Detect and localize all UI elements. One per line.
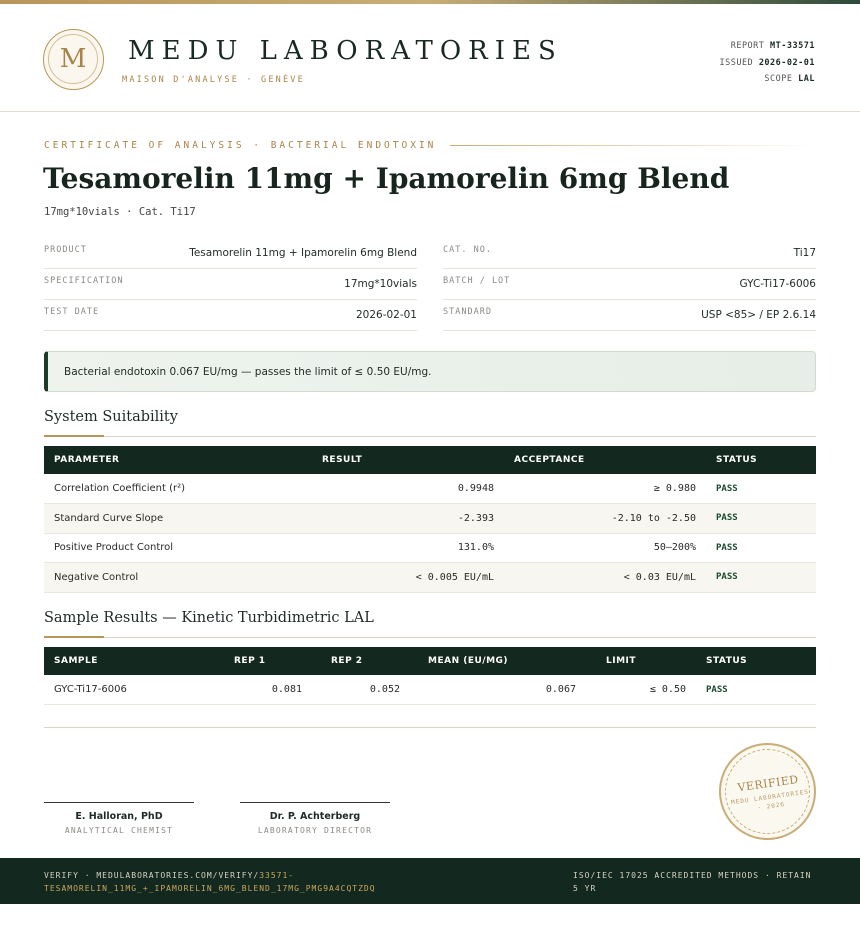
status-badge: PASS	[696, 675, 816, 705]
table-row	[44, 675, 816, 705]
stamp-main-text: VERIFIED	[736, 772, 800, 794]
col-header-sample: SAMPLE	[44, 647, 214, 675]
info-label: SPECIFICATION	[44, 276, 124, 286]
info-value: USP <85> / EP 2.6.14	[701, 309, 816, 321]
signatory-name: Dr. P. Achterberg	[269, 811, 361, 822]
col-header-mean: MEAN (EU/MG)	[410, 647, 586, 675]
table-row	[44, 504, 816, 534]
status-badge: PASS	[706, 533, 816, 563]
col-header-status: STATUS	[706, 446, 816, 474]
info-value: 17mg*10vials	[344, 278, 417, 290]
signature-block	[240, 802, 390, 835]
info-row	[44, 269, 417, 300]
info-row	[44, 238, 417, 269]
report-number: MT-33571	[770, 41, 815, 51]
col-header-acceptance: ACCEPTANCE	[504, 446, 706, 474]
info-row	[44, 300, 417, 331]
col-header-limit: LIMIT	[586, 647, 696, 675]
scope-line	[719, 71, 815, 88]
eyebrow-text: CERTIFICATE OF ANALYSIS · BACTERIAL ENDOTOXIN	[44, 139, 437, 151]
parameter-cell: Standard Curve Slope	[44, 504, 304, 534]
info-label: TEST DATE	[44, 307, 100, 317]
info-label: STANDARD	[443, 307, 492, 317]
parameter-cell: Positive Product Control	[44, 533, 304, 563]
info-grid-left	[44, 238, 417, 331]
info-label: BATCH / LOT	[443, 276, 511, 286]
status-badge: PASS	[706, 504, 816, 534]
status-badge: PASS	[706, 474, 816, 504]
lab-name: MEDU LABORATORIES	[128, 36, 563, 66]
section-title-system-suitability: System Suitability	[44, 409, 178, 425]
scope-value: LAL	[798, 74, 815, 84]
section-accent	[44, 435, 104, 437]
col-header-rep1: REP 1	[214, 647, 312, 675]
section-rule	[44, 436, 816, 437]
info-value: 2026-02-01	[355, 309, 417, 321]
acceptance-cell: -2.10 to -2.50	[504, 504, 706, 534]
verify-link[interactable]: 33571-TESAMORELIN_11MG_+_IPAMORELIN_6MG_BLEND_17MG_PMG9A4CQTZDQ	[44, 871, 376, 893]
result-banner: Bacterial endotoxin 0.067 EU/mg — passes the limit of ≤ 0.50 EU/mg.	[44, 351, 816, 392]
logo-letter: M	[48, 34, 98, 84]
report-header	[0, 4, 860, 112]
section-accent	[44, 636, 104, 638]
signatory-role: LABORATORY DIRECTOR	[257, 826, 373, 835]
info-row	[443, 269, 816, 300]
info-value: Ti17	[793, 247, 816, 259]
parameter-cell: Negative Control	[44, 563, 304, 593]
certificate-eyebrow	[44, 138, 816, 152]
verified-stamp	[719, 743, 816, 840]
signature-block	[44, 802, 194, 835]
info-row	[443, 300, 816, 331]
acceptance-cell: 50–200%	[504, 533, 706, 563]
system-suitability-table	[44, 446, 816, 593]
issued-label: ISSUED	[719, 57, 754, 68]
signature-divider	[44, 727, 816, 728]
col-header-parameter: PARAMETER	[44, 446, 304, 474]
info-label: CAT. NO.	[443, 245, 492, 255]
lab-logo-seal	[43, 29, 104, 90]
result-cell: 131.0%	[304, 533, 504, 563]
table-row	[44, 474, 816, 504]
scope-label: SCOPE	[764, 74, 793, 84]
acceptance-cell: ≥ 0.980	[504, 474, 706, 504]
section-rule	[44, 637, 816, 638]
parameter-cell: Correlation Coefficient (r²)	[44, 474, 304, 504]
mean-cell: 0.067	[410, 675, 586, 705]
stamp-text	[715, 739, 825, 849]
signatory-name: E. Halloran, PhD	[75, 811, 163, 822]
stamp-sub-text: MEDU LABORATORIES · 2026	[730, 788, 810, 812]
table-header-row	[44, 647, 816, 675]
issued-date: 2026-02-01	[758, 57, 815, 68]
report-footer	[0, 858, 860, 904]
col-header-result: RESULT	[304, 446, 504, 474]
acceptance-cell: < 0.03 EU/mL	[504, 563, 706, 593]
rep1-cell: 0.081	[214, 675, 312, 705]
col-header-status: STATUS	[696, 647, 816, 675]
product-title: Tesamorelin 11mg + Ipamorelin 6mg Blend	[43, 162, 730, 195]
status-badge: PASS	[706, 563, 816, 593]
table-row	[44, 533, 816, 563]
verify-prefix: VERIFY · MEDULABORATORIES.COM/VERIFY/	[44, 871, 260, 880]
result-cell: < 0.005 EU/mL	[304, 563, 504, 593]
eyebrow-divider	[450, 145, 816, 146]
product-subtitle: 17mg*10vials · Cat. Ti17	[44, 206, 196, 218]
report-meta	[719, 38, 815, 88]
issued-line	[719, 55, 815, 72]
info-value: Tesamorelin 11mg + Ipamorelin 6mg Blend	[189, 247, 417, 259]
accreditation-text: ISO/IEC 17025 ACCREDITED METHODS · RETAIN 5 YR	[573, 871, 812, 893]
table-row	[44, 563, 816, 593]
limit-cell: ≤ 0.50	[586, 675, 696, 705]
info-value: GYC-Ti17-6006	[739, 278, 816, 290]
report-label: REPORT	[730, 41, 765, 51]
sample-cell: GYC-Ti17-6006	[44, 675, 214, 705]
verify-text	[44, 869, 524, 895]
rep2-cell: 0.052	[312, 675, 410, 705]
info-row	[443, 238, 816, 269]
info-grid-right	[443, 238, 816, 331]
table-header-row	[44, 446, 816, 474]
sample-results-table	[44, 647, 816, 705]
col-header-rep2: REP 2	[312, 647, 410, 675]
result-cell: -2.393	[304, 504, 504, 534]
info-label: PRODUCT	[44, 245, 87, 255]
result-cell: 0.9948	[304, 474, 504, 504]
section-title-sample-results: Sample Results — Kinetic Turbidimetric LAL	[44, 610, 374, 626]
signatory-role: ANALYTICAL CHEMIST	[64, 826, 174, 835]
report-number-line	[719, 38, 815, 55]
lab-subtitle: MAISON D'ANALYSE · GENÈVE	[122, 75, 305, 85]
